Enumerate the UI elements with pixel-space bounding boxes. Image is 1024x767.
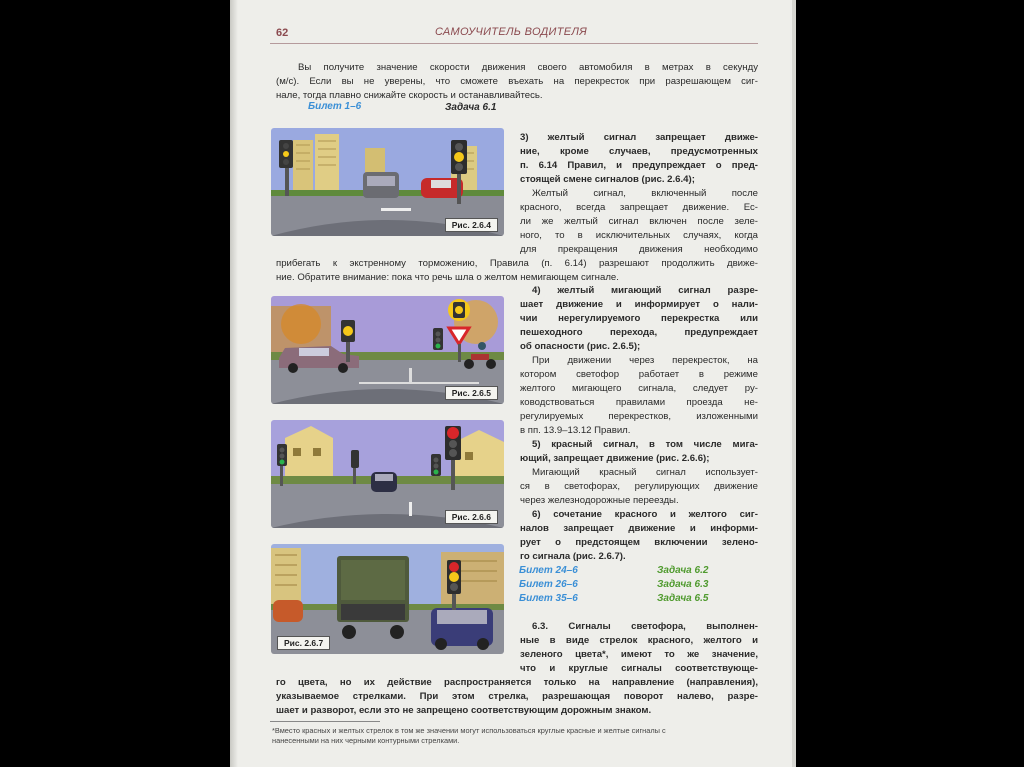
- figure-yellow-signal: [271, 128, 504, 236]
- intro-line: (м/с). Если вы не уверены, что сможете въехать на перекресток при разрешающем сиг-: [276, 76, 758, 87]
- sec6-bold: го сигнала (рис. 2.6.7).: [520, 551, 626, 562]
- book-page: [230, 0, 792, 767]
- sec4-text: регулируемых перекрестков, изложенными: [520, 411, 758, 422]
- figure-caption: Рис. 2.6.5: [445, 386, 498, 400]
- header-rule: [270, 43, 758, 44]
- sec3-text: ного, то в исключительных случаях, когда: [520, 230, 758, 241]
- figure-flashing-yellow: [271, 296, 504, 404]
- sec63-bold: что и круглые сигналы соответствующе-: [520, 663, 758, 674]
- sec63-bold: шает и разворот, если это не запрещено соответствующим дорожным знаком.: [276, 705, 652, 716]
- task-ref: Задача 6.5: [657, 593, 709, 604]
- sec3-text: ли же желтый сигнал включен после зеле-: [520, 216, 758, 227]
- sec4-bold: шает движение и информирует о нали-: [520, 299, 758, 310]
- sec3-text: прибегать к экстренному торможению, Правила (п. 6.14) разрешают продолжить движе-: [276, 258, 758, 269]
- figure-red-signal: [271, 420, 504, 528]
- ticket-ref: Билет 1–6: [308, 101, 362, 112]
- book-title: САМОУЧИТЕЛЬ ВОДИТЕЛЯ: [435, 26, 588, 38]
- intro-line: нале, тогда плавно снижайте скорость и останавливайтесь.: [276, 90, 543, 101]
- sec4-text: ководствоваться правилами проезда не-: [520, 397, 758, 408]
- figure-red-yellow-signal: [271, 544, 504, 654]
- footnote: [272, 726, 666, 745]
- task-ref: Задача 6.1: [445, 102, 497, 113]
- sec63-bold: указываемое стрелками. При этом стрелка, разрешающая поворот налево, разре-: [276, 691, 758, 702]
- sec5-bold: ющий, запрещает движение (рис. 2.6.6);: [520, 453, 710, 464]
- sec4-text: желтого мигающего сигнала, следует ру-: [520, 383, 758, 394]
- sec6-bold: рует о предстоящем включении зелено-: [520, 537, 758, 548]
- sec3-text: красного, всегда запрещает движение. Ес-: [520, 202, 758, 213]
- sec6-bold: 6) сочетание красного и желтого сиг-: [532, 509, 758, 520]
- page-edge: [792, 0, 796, 767]
- ticket-ref: Билет 24–6: [519, 565, 578, 576]
- sec5-text: через железнодорожные переезды.: [520, 495, 679, 506]
- sec63-bold: зеленого цвета*, имеют то же значение,: [520, 649, 758, 660]
- footnote-line: нанесенными на них черными контурными стрелками.: [272, 735, 460, 745]
- sec63-bold: 6.3. Сигналы светофора, выполнен-: [532, 621, 758, 632]
- sec4-text: При движении через перекресток, на: [532, 355, 758, 366]
- figure-caption: Рис. 2.6.7: [277, 636, 330, 650]
- sec3-text: Желтый сигнал, включенный после: [532, 188, 758, 199]
- sec4-text: котором светофор работает в режиме: [520, 369, 758, 380]
- page-gutter-shadow: [230, 0, 238, 767]
- sec63-bold: го цвета, но их действие распространяется только на направление (направления),: [276, 677, 758, 688]
- page-number: 62: [276, 27, 289, 39]
- sec4-bold: об опасности (рис. 2.6.5);: [520, 341, 641, 352]
- figure-caption: Рис. 2.6.4: [445, 218, 498, 232]
- ticket-ref: Билет 26–6: [519, 579, 578, 590]
- intro-line: Вы получите значение скорости движения своего автомобиля в метрах в секунду: [298, 62, 758, 73]
- sec6-bold: налов запрещает движение и информи-: [520, 523, 758, 534]
- sec4-bold: 4) желтый мигающий сигнал разре-: [532, 285, 758, 296]
- sec4-bold: чии нерегулируемого перекрестка или: [520, 313, 758, 324]
- sec4-text: в пп. 13.9–13.12 Правил.: [520, 425, 631, 436]
- sec3-text: ние. Обратите внимание: пока что речь шла о желтом немигающем сигнале.: [276, 272, 619, 283]
- sec3-bold: стоящей смене сигналов (рис. 2.6.4);: [520, 174, 695, 185]
- figure-caption: Рис. 2.6.6: [445, 510, 498, 524]
- sec3-text: для прекращения движения необходимо: [520, 244, 758, 255]
- sec5-bold: 5) красный сигнал, в том числе мига-: [532, 439, 758, 450]
- task-ref: Задача 6.2: [657, 565, 709, 576]
- task-ref: Задача 6.3: [657, 579, 709, 590]
- sec3-bold: ние, кроме случаев, предусмотренных: [520, 146, 758, 157]
- sec3-bold: 3) желтый сигнал запрещает движе-: [520, 132, 758, 143]
- sec5-text: ся в светофорах, регулирующих движение: [520, 481, 758, 492]
- sec5-text: Мигающий красный сигнал использует-: [532, 467, 758, 478]
- sec63-bold: ные в виде стрелок красного, желтого и: [520, 635, 758, 646]
- footnote-rule: [270, 721, 380, 722]
- footnote-line: *Вместо красных и желтых стрелок в том же значении могут использоваться круглые красные и желтые сигналы с: [272, 726, 666, 735]
- ticket-ref: Билет 35–6: [519, 593, 578, 604]
- sec4-bold: пешеходного перехода, предупреждает: [520, 327, 758, 338]
- sec3-bold: п. 6.14 Правил, и предупреждает о пред-: [520, 160, 758, 171]
